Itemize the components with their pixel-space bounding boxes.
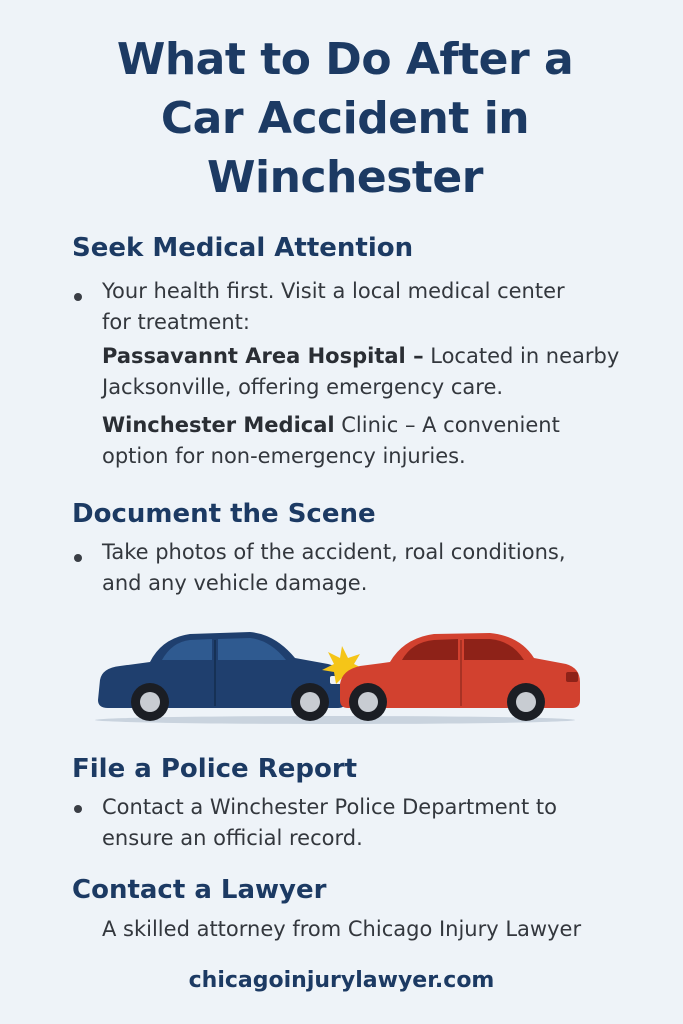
lawyer-text: A skilled attorney from Chicago Injury Lawyer xyxy=(102,917,582,941)
hospital-1-name: Passavannt Area Hospital – xyxy=(102,344,424,368)
hospital-item-1 xyxy=(102,341,662,403)
title-line-2: Car Accident in xyxy=(160,93,530,144)
hospital-2-desc-1: Clinic – A convenient xyxy=(334,413,560,437)
page-title xyxy=(60,30,630,207)
hospital-1-desc-1: Located in nearby xyxy=(423,344,620,368)
hospital-2-desc-2: option for non-emergency injuries. xyxy=(102,444,466,468)
medical-bullet-line-1: Your health first. Visit a local medical center xyxy=(102,279,565,303)
heading-police: File a Police Report xyxy=(72,754,358,784)
title-line-1: What to Do After a xyxy=(116,34,574,85)
bullet-dot xyxy=(74,805,82,813)
document-bullet-line-2: and any vehicle damage. xyxy=(102,571,368,595)
red-car-icon xyxy=(340,633,580,721)
hospital-1-desc-2: Jacksonville, offering emergency care. xyxy=(102,375,504,399)
document-bullet-text xyxy=(102,537,662,599)
blue-car-icon xyxy=(98,632,346,721)
police-bullet-text xyxy=(102,792,662,854)
document-bullet-line-1: Take photos of the accident, roal conditions, xyxy=(102,540,566,564)
police-bullet-line-1: Contact a Winchester Police Department to xyxy=(102,795,557,819)
bullet-dot xyxy=(74,293,82,301)
car-collision-icon xyxy=(90,628,590,728)
bullet-dot xyxy=(74,554,82,562)
medical-bullet-line-2: for treatment: xyxy=(102,310,250,334)
police-bullet-line-2: ensure an official record. xyxy=(102,826,363,850)
title-line-3: Winchester xyxy=(207,152,483,203)
heading-lawyer: Contact a Lawyer xyxy=(72,875,327,905)
heading-medical: Seek Medical Attention xyxy=(72,233,414,263)
hospital-2-name: Winchester Medical xyxy=(102,413,335,437)
medical-bullet-text xyxy=(102,276,662,338)
footer-url[interactable]: chicagoinjurylawyer.com xyxy=(188,968,495,993)
hospital-item-2 xyxy=(102,410,662,472)
heading-document: Document the Scene xyxy=(72,499,376,529)
